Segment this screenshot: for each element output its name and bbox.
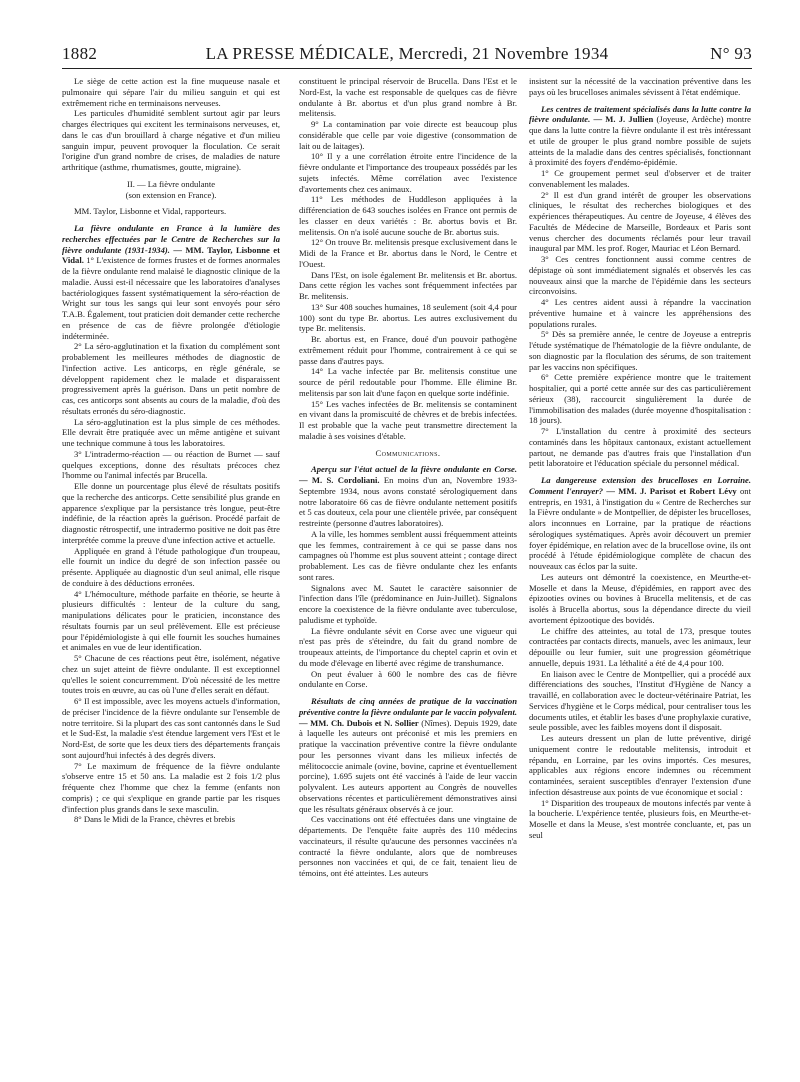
paragraph: Le chiffre des atteintes, au total de 173, presque toutes contractées par contacts directs, manuels, avec les animaux, leur dépouille ou leur fumier, suit une progression géométrique annuelle, depuis 1931. La léthalité a été de 4,4 pour 100. [529,625,751,668]
article-authors: — M. S. Cordoliani. [299,475,380,485]
issue-number: N° 93 [710,44,752,63]
article-text: (Joyeuse, Ardèche) montre que dans la lutte contre la fièvre ondulante il est très intéressant et utile de grouper le plus grand nombre possible de sujets atteints de la maladie dans des centres spécialisés, fonctionnant à proximité des foyers d'endémo-épidémie. [529,114,751,168]
paragraph: On peut évaluer à 600 le nombre des cas de fièvre ondulante en Corse. [299,668,517,690]
paragraph: 14° La vache infectée par Br. melitensis constitue une source de péril redoutable pour l'homme. Elle élimine Br. melitensis par son lait d'une façon en quelque sorte indéfinie. [299,366,517,398]
paragraph: Dans l'Est, on isole également Br. melitensis et Br. abortus. Dans cette région les vaches sont fréquemment infectées par Br. melitensis. [299,269,517,301]
paragraph: 2° Il est d'un grand intérêt de grouper les observations cliniques, le résultat des recherches biologiques et des expériences thérapeutiques. Au centre de Joyeuse, 4 élèves des Facultés de Médecine de Marseille, Bordeaux et Paris sont venus chercher des documents réclamés pour leur travail inaugural par MM. les prof. Roger, Mauriac et Léon Bernard. [529,189,751,254]
article-authors: — MM. J. Parisot et Robert Lévy [603,485,737,496]
paragraph: A la ville, les hommes semblent aussi fréquemment atteints que les femmes, contrairement à ce qui se passe dans nos campagnes où l'homme est plus souvent atteint ; contage direct probablement. Les cas de fièvre ondulante chez les enfants sont rares. [299,528,517,582]
paragraph: Br. abortus est, en France, doué d'un pouvoir pathogène extrêmement réduit pour l'homme, contrairement à ce qui se passe dans d'autres pays. [299,334,517,366]
article-paragraph [62,223,280,341]
article-heading: La fièvre ondulante en France à la lumière des recherches effectuées par le Centre de Recherches sur la fièvre ondulante (1931-1934). [62,223,280,255]
journal-title: LA PRESSE MÉDICALE, Mercredi, 21 Novembre 1934 [205,44,609,63]
paragraph: 6° Cette première expérience montre que le traitement hospitalier, qui a porté cette année sur des cas particulièrement sérieux (38), raccourcit singulièrement la durée de l'immobilisation des malades (durée moyenne d'hospitalisation : 18 jours). [529,372,751,426]
paragraph: 2° La séro-agglutination et la fixation du complément sont probablement les meilleures méthodes de diagnostic de l'infection active. Les anticorps, en règle générale, se développent rapidement chez le malade et disparaissent progressivement après la guérison. Dans un petit nombre de cas, ces anticorps sont absents au cours de la maladie, d'où des résultats erronés du séro-diagnostic. [62,341,280,416]
paragraph: 12° On trouve Br. melitensis presque exclusivement dans le Midi de la France et Br. abortus dans le Nord, le Centre et l'Ouest. [299,237,517,269]
header-rule [62,68,752,69]
article-heading: La dangereuse extension des brucelloses en Lorraine. Comment l'enrayer? [529,475,751,496]
column-2 [299,76,517,879]
paragraph: Ces vaccinations ont été effectuées dans une vingtaine de départements. De l'enquête faite auprès des 110 médecins vaccinateurs, il résulte qu'aucune des personnes vaccinées n'a contracté la fièvre ondulante, alors que de nombreuses personnes non vaccinées et qui, de ce fait, tenaient lieu de témoins, ont été atteintes. Les auteurs [299,814,517,878]
paragraph: Les auteurs ont démontré la coexistence, en Meurthe-et-Moselle et dans la Meuse, d'épidémies, en rapport avec des épizooties ovines ou bovines à Brucella melitensis, et de cas isolés à Brucella abortus, sous la dépendance directe du vieil avortement épizootique des bovidés. [529,571,751,625]
paragraph: 1° Disparition des troupeaux de moutons infectés par vente à la boucherie. L'expérience tentée, plusieurs fois, en Meurthe-et-Moselle et dans la Meuse, s'est montrée concluante, et, pas un seul [529,797,751,840]
paragraph: La séro-agglutination est la plus simple de ces méthodes. Elle devrait être pratiquée avec un même antigène et suivant une technique commune à tous les laboratoires. [62,416,280,448]
paragraph: 3° L'intradermo-réaction — ou réaction de Burnet — sauf quelques exceptions, donne des résultats précoces chez l'homme ou l'animal infectés par Brucella. [62,448,280,481]
paragraph: 9° La contamination par voie directe est beaucoup plus considérable que celle par voie digestive (consommation de lait ou de laitages). [299,119,517,151]
section-subtitle: (son extension en France). [125,189,217,200]
paragraph: insistent sur la nécessité de la vaccination préventive dans les pays où les brucelloses animales sévissent à l'état endémique. [529,76,751,97]
paragraph: constituent le principal réservoir de Brucella. Dans l'Est et le Nord-Est, la vache est responsable de quelques cas de fièvre ondulante à Br. abortus et d'un plus grand nombre à Br. melitensis. [299,76,517,119]
section-title: II. — La fièvre ondulante [126,178,216,189]
paragraph: 11° Les méthodes de Huddleson appliquées à la différenciation de 643 souches isolées en France ont permis de les classer en deux variétés : Br. abortus bovis et Br. melitensis. On n'a isolé aucune souche de Br. abortus suis. [299,194,517,237]
article-authors: — MM. Ch. Dubois et N. Sollier [299,717,419,728]
paragraph: 5° Chacune de ces réactions peut être, isolément, négative chez un sujet atteint de fièvre ondulante. Il est exceptionnel qu'elles le soient concurremment. D'où nécessité de les mettre toutes trois en œuvre, au cas où l'une d'elles serait en défaut. [62,653,280,696]
paragraph: 7° L'installation du centre à proximité des secteurs contaminés dans les hôpitaux cantonaux, existant actuellement partout, ne demande pas d'autres frais que l'installation d'un petit laboratoire et l'éducation spéciale du personnel médical. [529,426,751,469]
article-text: (Nîmes). Depuis 1929, date à laquelle les auteurs ont préconisé et mis les premiers en pratique la vaccination préventive contre la fièvre ondulante pour les personnes vivant dans les milieux infectés de mélitococcie animale (ovine, bovine, caprine et éventuellement porcine), 1.695 sujets ont été vaccinés à l'aide de leur vaccin polyvalent. Les auteurs apportent au Congrès de nouvelles observations récentes et particulièrement démonstratives ainsi que les résultats généraux observés à ce jour. [299,717,517,814]
communications-heading: Communications. [375,447,441,458]
paragraph: 8° Dans le Midi de la France, chèvres et brebis [74,814,235,825]
paragraph: 1° Ce groupement permet seul d'observer et de traiter convenablement les malades. [529,168,751,189]
article-paragraph [299,464,517,529]
article-authors: — M. J. Jullien [590,114,654,125]
article-text: En moins d'un an, Novembre 1933-Septembre 1934, nous avons constaté sérologiquement dans notre laboratoire 66 cas de fièvre ondulante nettement positifs et 5 cas douteux, cela pour une clientèle privée, par conséquent restreinte (personne d'autres laboratoires). [299,475,517,528]
article-heading: Aperçu sur l'état actuel de la fièvre ondulante en Corse. [311,464,517,475]
paragraph: 10° Il y a une corrélation étroite entre l'incidence de la fièvre ondulante et l'importance des troupeaux possédés par les sujets infectés. Même corrélation avec l'existence d'avortements chez ces animaux. [299,151,517,194]
paragraph: 5° Dès sa première année, le centre de Joyeuse a entrepris l'étude systématique de l'hématologie de la fièvre ondulante, de son diagnostic par la floculation des sérums, de son traitement par les vaccins non spécifiques. [529,329,751,372]
article-heading: Résultats de cinq années de pratique de la vaccination préventive contre la fièvre ondulante par le vaccin polyvalent. [299,696,517,717]
paragraph: Les auteurs dressent un plan de lutte préventive, dirigé uniquement contre le redoutable melitensis, introduit et répandu, en Lorraine, par les ovins importés. Ces mesures, applicables aux régions encore indemnes ou récemment contaminées, seraient susceptibles d'enrayer l'extension d'une infection désastreuse aux points de vue économique et social : [529,733,751,797]
column-3 [529,76,751,841]
paragraph: 4° Les centres aident aussi à répandre la vaccination préventive humaine et à vaincre les appréhensions des populations rurales. [529,297,751,329]
column-1 [62,76,280,825]
article-authors: — MM. Taylor, Lisbonne et Vidal. [62,244,280,266]
paragraph: Le siège de cette action est la fine muqueuse nasale et pulmonaire qui sépare l'air du milieu sanguin et qui est extrêmement riche en terminaisons nerveuses. [62,76,280,108]
article-paragraph [299,696,517,814]
article-paragraph [529,104,751,169]
paragraph: 6° Il est impossible, avec les moyens actuels d'information, de préciser l'incidence de la fièvre ondulante sur l'ensemble de notre territoire. Si la plupart des cas sont cantonnés dans le Sud et le Sud-Est, la maladie s'est étendue largement vers l'Est et le Nord-Est, de sorte que les deux tiers des départements français sont aujourd'hui infectés à des degrés divers. [62,696,280,760]
article-text: 1° L'existence de formes frustes et de formes anormales de la fièvre ondulante rend malaisé le diagnostic clinique de la maladie. Aussi est-il nécessaire que les laboratoires d'analyses bactériologiques fassent systématiquement la séro-réaction de Wright sur tous les sangs qui leur sont envoyés pour séro T.A.B. Également, tout praticien doit demander cette recherche en présence de cas de fièvre prolongée d'étiologie indéterminée. [62,255,280,341]
paragraph: 7° Le maximum de fréquence de la fièvre ondulante s'observe entre 15 et 50 ans. La maladie est 2 fois 1/2 plus fréquente chez l'homme que chez la femme (enfants non compris) ; ce qui s'explique en grande partie par les risques d'infection plus grands dans le sexe masculin. [62,760,280,814]
paragraph: La fièvre ondulante sévit en Corse avec une vigueur qui n'est pas près de s'éteindre, du fait du grand nombre de troupeaux atteints, de l'importance du cheptel caprin et ovin et du mode d'élevage en liberté avec régime de transhumance. [299,625,517,668]
paragraph: 4° L'hémoculture, méthode parfaite en théorie, se heurte à plusieurs difficultés : lenteur de la culture du sang, manipulations délicates pour le praticien, inconstance des résultats fournis par un seul prélèvement. Elle est précieuse pour l'épidémiologiste à qui elle fournit les souches humaines et animales en vue de leur identification. [62,588,280,653]
paragraph: 13° Sur 408 souches humaines, 18 seulement (soit 4,4 pour 100) sont du type Br. abortus. Les autres exclusivement du type Br. melitensis. [299,301,517,334]
paragraph: Les particules d'humidité semblent surtout agir par leurs charges électriques qui excitent les terminaisons nerveuses, et, dans le cas d'un brouillard à charge négative et d'un milieu sanguin impur, peuvent provoquer la floculation. Ce serait l'origine d'un grand nombre de crises, de maladies de nature arthritique (asthme, rhumatismes, goutte, migraine). [62,108,280,172]
paragraph: Signalons avec M. Sautet le caractère saisonnier de l'infection dans l'île (prédominance en Juin-Juillet). Signalons encore la coexistence de la fièvre ondulante avec tuberculose, paludisme et typhoïde. [299,582,517,625]
paragraph: Appliquée en grand à l'étude pathologique d'un troupeau, elle fournit un indice du degré de son infection passée ou présente. Appliquée au diagnostic d'un seul animal, elle risque de conduire à des déductions erronées. [62,545,280,588]
article-text: ont entrepris, en 1931, à l'instigation du « Centre de Recherches sur la Fièvre ondulante » de Montpellier, de dépister les brucelloses, alors inconnues en Lorraine, par la pratique de réactions sérologiques systématiques. Après avoir découvert un premier foyer épidémique, en relation avec de la brucellose ovine, ils ont procédé à l'étude épidémiologique complète de chacun des nouveaux cas éclos par la suite. [529,485,751,571]
page-number: 1882 [62,44,98,63]
paragraph: 3° Ces centres fonctionnent aussi comme centres de dépistage où sont immédiatement signalés et observés les cas nouveaux ainsi que la marche de l'épidémie dans les secteurs circonvoisins. [529,254,751,297]
paragraph: 15° Les vaches infectées de Br. melitensis se contaminent en vivant dans la promiscuité de chèvres et de brebis infectées. Il est probable que la vache peut transmettre directement la maladie à ses voisines d'étable. [299,398,517,441]
page-header [62,44,752,64]
article-heading: Les centres de traitement spécialisés dans la lutte contre la fièvre ondulante. [529,103,751,125]
article-paragraph [529,475,751,572]
paragraph: En liaison avec le Centre de Montpellier, qui a procédé aux différenciations des souches, l'Institut d'Hygiène de Nancy a travaillé, en collaboration avec le docteur-vétérinaire Patriat, les Services d'hygiène et le Corps médical, pour centraliser tous les documents utiles, et établir les bases d'une prophylaxie curative, seule possible, avec les faibles moyens dont il disposait. [529,668,751,733]
rapporteurs: MM. Taylor, Lisbonne et Vidal, rapporteurs. [74,206,227,217]
paragraph: Elle donne un pourcentage plus élevé de résultats positifs que la recherche des anticorps. Cette sensibilité plus grande en apparence s'explique par la persistance très longue, peut-être indéfinie, de la réaction après la guérison. Procédé parfait de diagnostic rétrospectif, une intradermo positive ne doit pas être interprétée comme la preuve d'une infection active et actuelle. [62,481,280,545]
